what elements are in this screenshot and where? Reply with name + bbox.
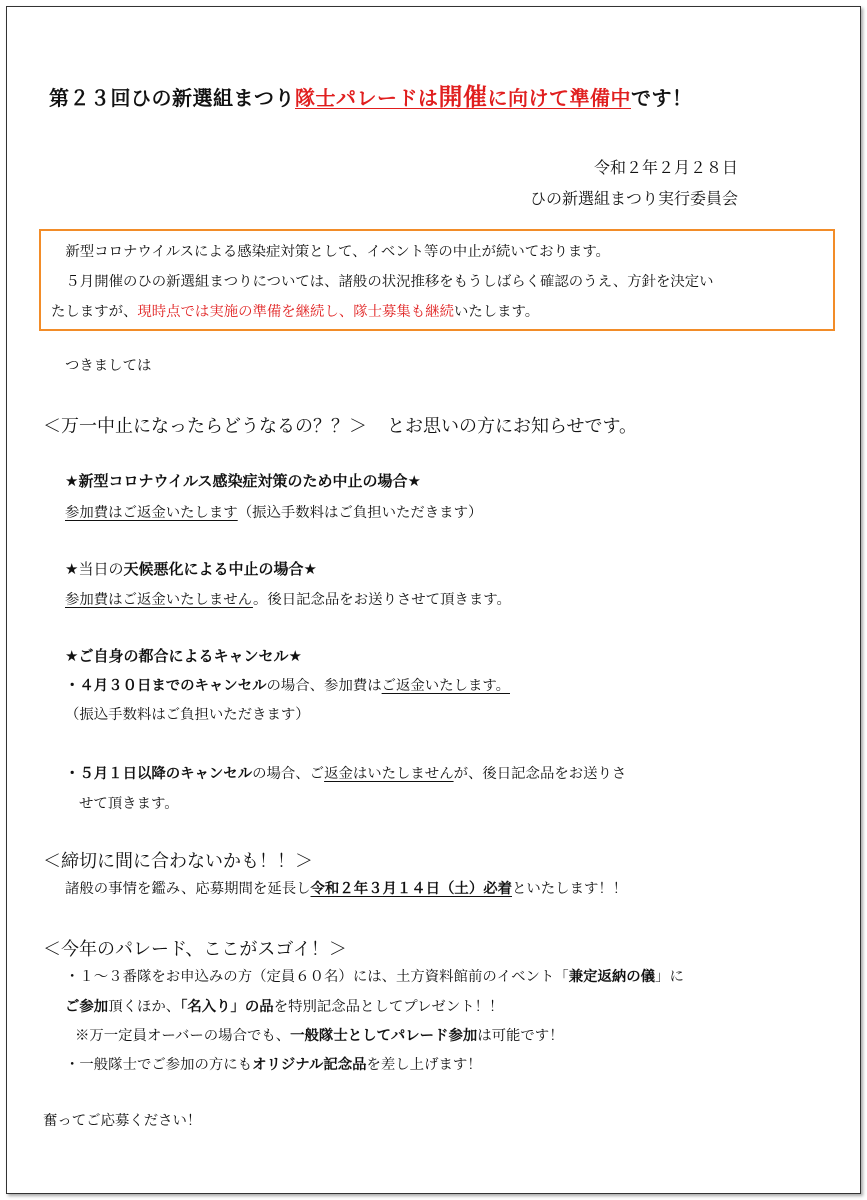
cancel-section-heading — [43, 412, 637, 438]
notice-line3-highlight: 現時点では実施の準備を継続し、隊士募集も継続 — [137, 304, 454, 320]
case1-refund-text: 参加費はご返金いたします — [65, 505, 238, 521]
document-page — [6, 6, 861, 1194]
issue-date: 令和２年２月２８日 — [593, 158, 738, 177]
notice-line2-text: ５月開催のひの新選組まつりについては、諸般の状況推移をもうしばらく確認のうえ、方針を決定い — [65, 274, 714, 290]
closing-text: 奮ってご応募ください！ — [43, 1113, 202, 1129]
title-part5: 準備中 — [569, 86, 631, 110]
case3-item2-a: ・５月１日以降のキャンセル — [65, 766, 253, 782]
deadline-text-a: 諸般の事情を鑑み、応募期間を延長し — [65, 881, 311, 897]
cancel-heading-suffix: とお思いの方にお知らせです。 — [387, 416, 638, 437]
organizer-name: ひの新選組まつり実行委員会 — [529, 189, 738, 208]
case3-item2-d: が、後日記念品をお送りさ — [453, 766, 627, 782]
case3-item2 — [65, 762, 626, 783]
document-title — [49, 77, 693, 112]
highlight-line-3 — [75, 1024, 564, 1045]
highlight-line1-b: 兼定返納の儀 — [568, 969, 656, 985]
highlight-line2-c: 「名入り」の品 — [180, 999, 274, 1015]
intro-text: つきましては — [65, 358, 152, 374]
case3-item1-note: （振込手数料はご負担いただきます） — [65, 707, 310, 723]
notice-line-1 — [51, 237, 833, 267]
notice-line1-text: 新型コロナウイルスによる感染症対策として、イベント等の中止が続いております。 — [65, 244, 610, 260]
highlight-line3-b: 一般隊士としてパレード参加 — [290, 1028, 478, 1044]
case3-item1-b: の場合、参加費は — [266, 678, 382, 694]
notice-line3a: たしますが、 — [51, 304, 138, 320]
title-part3: 開催 — [438, 83, 488, 111]
title-part1: 第２３回ひの新選組まつり — [49, 86, 295, 110]
case2-body — [65, 588, 511, 609]
case1-body — [65, 501, 482, 522]
case3-item1 — [65, 674, 510, 695]
deadline-date: 令和２年３月１４日（土）必着 — [310, 881, 512, 897]
highlight-line4-c: を差し上げます！ — [366, 1057, 482, 1073]
case3-item2-cont: せて頂きます。 — [79, 796, 179, 812]
notice-line-2 — [51, 267, 833, 297]
highlight-line-4 — [65, 1053, 482, 1074]
case3-title: ★ご自身の都合によるキャンセル★ — [65, 647, 302, 665]
case3-item1-c: ご返金いたします。 — [381, 678, 510, 694]
highlight-line4-b: オリジナル記念品 — [252, 1057, 367, 1073]
notice-line-3 — [51, 297, 833, 327]
highlight-line-2 — [65, 995, 503, 1016]
notice-line3c: いたします。 — [453, 304, 540, 320]
case2-title-b: 天候悪化による中止の場合 — [123, 560, 304, 578]
deadline-section-heading: ＜締切に間に合わないかも！！＞ — [43, 851, 313, 872]
highlight-line2-a: ご参加 — [65, 999, 109, 1015]
case3-item2-c: 返金はいたしません — [324, 766, 454, 782]
notice-box — [39, 229, 835, 331]
case3-item2-b: の場合、ご — [252, 766, 325, 782]
case2-rest: 。後日記念品をお送りさせて頂きます。 — [252, 592, 511, 608]
case2-title — [65, 558, 317, 579]
cancel-heading-text: ＜万一中止になったらどうなるの？？＞ — [43, 416, 367, 437]
case1-title: ★新型コロナウイルス感染症対策のため中止の場合★ — [65, 472, 421, 490]
case2-norefund-text: 参加費はご返金いたしません — [65, 592, 253, 608]
title-part4: に向けて — [487, 86, 570, 110]
highlight-line3-a: ※万一定員オーバーの場合でも、 — [75, 1028, 291, 1044]
case2-title-c: ★ — [303, 560, 317, 578]
case2-title-a: ★当日の — [65, 560, 124, 578]
case1-note: （振込手数料はご負担いただきます） — [237, 505, 483, 521]
deadline-text-c: といたします！！ — [512, 881, 628, 897]
highlight-line2-b: 頂くほか、 — [108, 999, 181, 1015]
highlight-line1-a: ・１～３番隊をお申込みの方（定員６０名）には、土方資料館前のイベント「 — [65, 969, 569, 985]
title-part2: 隊士パレードは — [295, 86, 439, 110]
highlight-line1-c: 」に — [655, 969, 684, 985]
highlight-section-heading: ＜今年のパレード、ここがスゴイ！＞ — [43, 939, 347, 960]
title-parade-highlight — [295, 83, 631, 111]
title-part6: です！ — [631, 86, 693, 110]
highlight-line4-a: ・一般隊士でご参加の方にも — [65, 1057, 253, 1073]
highlight-line-1 — [65, 965, 684, 986]
case3-item1-a: ・４月３０日までのキャンセル — [65, 678, 267, 694]
deadline-body — [65, 877, 627, 898]
highlight-line2-d: を特別記念品としてプレゼント！！ — [273, 999, 504, 1015]
highlight-line3-c: は可能です！ — [477, 1028, 564, 1044]
